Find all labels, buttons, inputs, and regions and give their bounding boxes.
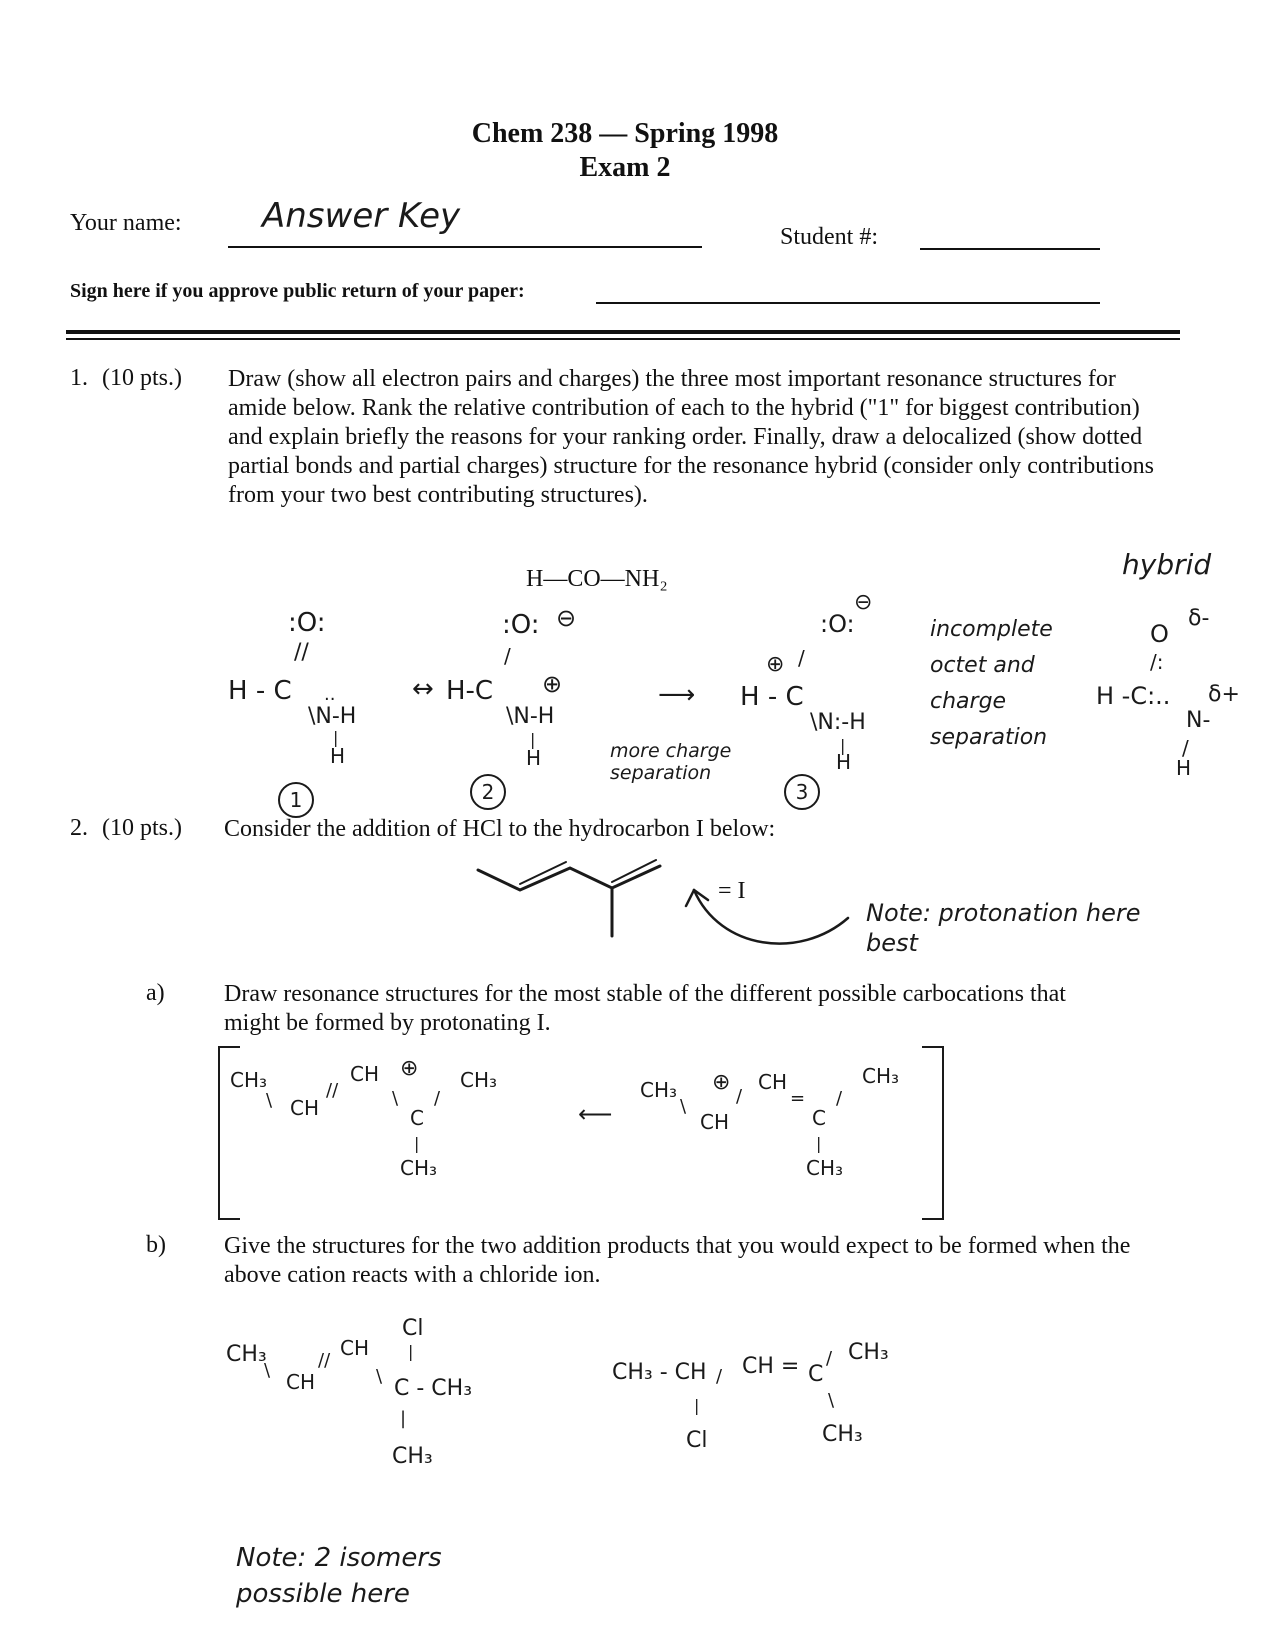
compound-label: = I xyxy=(718,878,746,904)
rank-2-circle: 2 xyxy=(470,774,506,810)
delta-minus: δ- xyxy=(1188,606,1210,631)
product-1: CH₃ \ CH // CH Cl | \ C - CH₃ | CH₃ xyxy=(226,1316,473,1469)
part-b-text: Give the structures for the two addition products that you would expect to be formed when the above cation reacts with a chloride ion. xyxy=(224,1233,1131,1288)
name-value: Answer Key xyxy=(262,196,461,236)
exam-title: Exam 2 xyxy=(579,152,671,183)
hybrid-structure: O δ- /: H -C:.. δ+ N- / H xyxy=(1096,606,1240,780)
rank-3-circle: 3 xyxy=(784,774,820,810)
q1-formula: H—CO—NH₂ xyxy=(526,566,668,592)
note-structure-2: more charge separation xyxy=(610,740,732,784)
student-label: Student #: xyxy=(780,224,879,250)
resonance-arrow-2: ⟶ xyxy=(658,680,696,710)
sign-label: Sign here if you approve public return of your paper: xyxy=(70,280,525,302)
structure-3: :O: ⊖ ⊕ / H - C \N:-H | H xyxy=(740,590,873,774)
structure-1: :O: // H - C .. \N-H | H xyxy=(228,608,357,768)
resonance-arrow-1: ↔ xyxy=(412,674,434,704)
carbocation-bracket-right xyxy=(922,1046,944,1220)
part-a-label: a) xyxy=(146,980,165,1006)
q2-points: (10 pts.) xyxy=(102,815,182,841)
structure-2: :O: ⊖ / H-C ⊕ \N-H | H xyxy=(446,604,577,770)
carbocation-structure-2: CH₃ \ ⊕ CH / CH = C / CH₃ | CH₃ xyxy=(640,1064,900,1180)
course-title: Chem 238 — Spring 1998 xyxy=(471,118,779,149)
q1-points: (10 pts.) xyxy=(102,365,182,391)
protonation-note: Note: protonation here best xyxy=(866,899,1141,957)
product-2: CH₃ - CH / CH = C / CH₃ | Cl \ CH₃ xyxy=(612,1340,889,1453)
part-b-label: b) xyxy=(146,1232,166,1258)
q2-text: Consider the addition of HCl to the hydrocarbon I below: xyxy=(224,816,776,842)
q1-number: 1. xyxy=(70,365,88,391)
note-structure-3: incomplete octet and charge separation xyxy=(930,617,1053,750)
carbocation-structure-1: CH₃ \ CH // CH ⊕ \ C / CH₃ | CH₃ xyxy=(230,1056,498,1180)
name-label: Your name: xyxy=(70,210,182,236)
hybrid-label: hybrid xyxy=(1122,548,1212,581)
delta-plus: δ+ xyxy=(1208,682,1240,707)
rank-1-circle: 1 xyxy=(278,782,314,818)
part-a-text: Draw resonance structures for the most stable of the different possible carbocations that might be formed by protonating I. xyxy=(224,981,1066,1036)
isomer-note: Note: 2 isomers possible here xyxy=(236,1543,442,1609)
carbocation-arrow: ⟵ xyxy=(578,1100,613,1128)
q1-text: Draw (show all electron pairs and charges) the three most important resonance structures for amide below. Rank the relative contribution of each to the hybrid ("1" for biggest contribution) and explain briefly the reasons for your ranking order. Finally, draw a delocalized (show dotted partial bonds and partial charges) structure for the resonance hybrid (consider only contributions from your two best contributing structures). xyxy=(228,366,1154,508)
q2-number: 2. xyxy=(70,815,88,841)
